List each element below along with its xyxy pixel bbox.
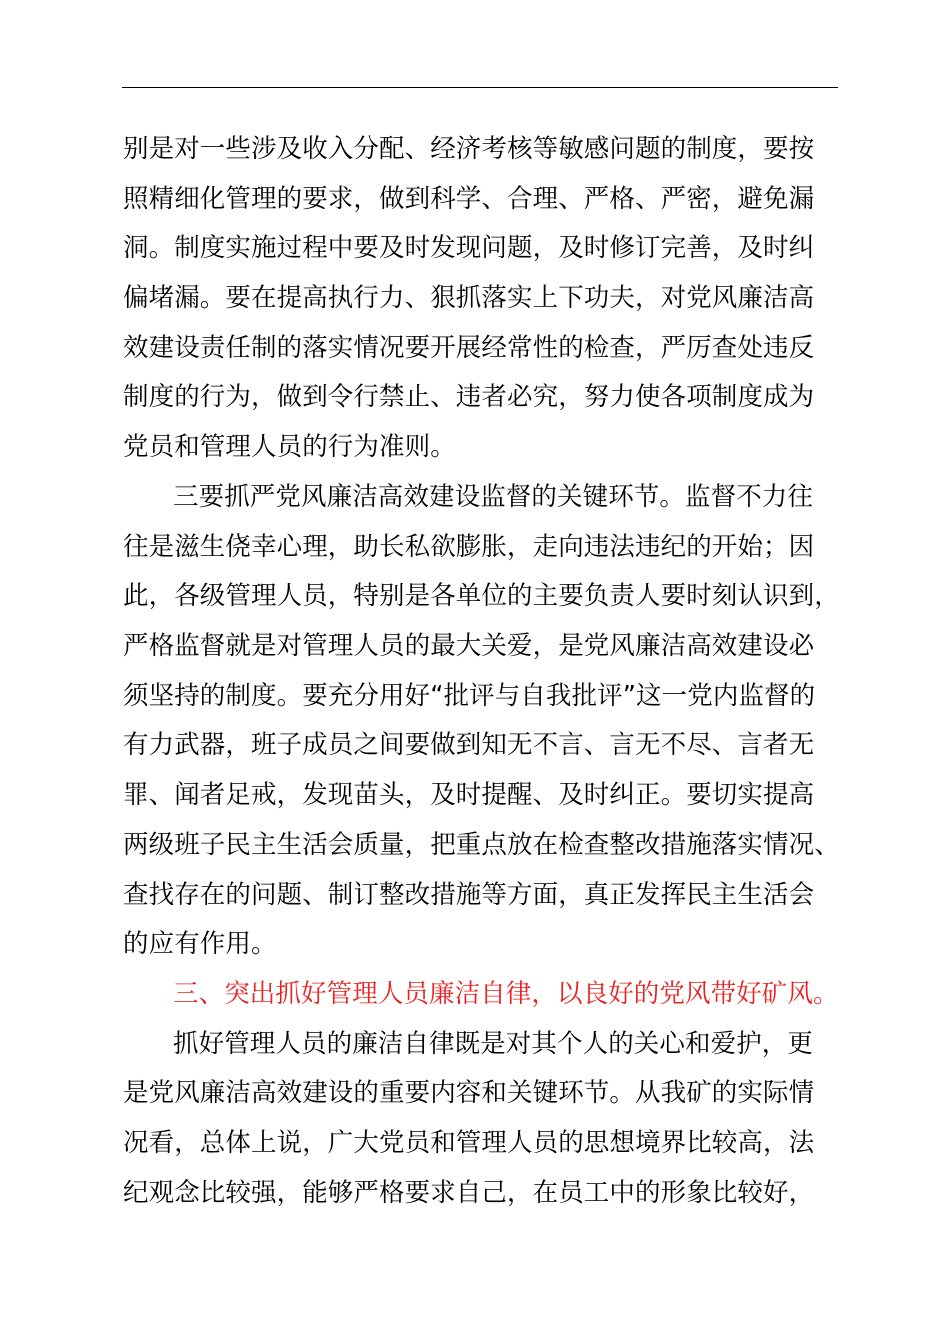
text-line: 纪观念比较强，能够严格要求自己，在员工中的形象比较好， [123,1178,815,1208]
text-line: 况看，总体上说，广大党员和管理人员的思想境界比较高，法 [123,1128,815,1158]
text-line: 照精细化管理的要求，做到科学、合理、严格、严密，避免漏 [123,184,815,214]
text-line: 效建设责任制的落实情况要开展经常性的检查，严厉查处违反 [123,333,815,363]
text-line: 是党风廉洁高效建设的重要内容和关键环节。从我矿的实际情 [123,1078,815,1108]
text-line: 偏堵漏。要在提高执行力、狠抓落实上下功夫，对党风廉洁高 [123,283,815,313]
text-line: 严格监督就是对管理人员的最大关爱，是党风廉洁高效建设必 [123,631,815,661]
text-line: 两级班子民主生活会质量，把重点放在检查整改措施落实情况、 [123,830,840,860]
text-line: 的应有作用。 [123,929,277,959]
text-line: 制度的行为，做到令行禁止、违者必究，努力使各项制度成为 [123,382,815,412]
paragraph-start-line: 三要抓严党风廉洁高效建设监督的关键环节。监督不力往 [173,482,814,512]
text-line: 党员和管理人员的行为准则。 [123,432,456,462]
text-line: 罪、闻者足戒，发现苗头，及时提醒、及时纠正。要切实提高 [123,780,815,810]
text-line: 查找存在的问题、制订整改措施等方面，真正发挥民主生活会 [123,880,815,910]
text-line: 有力武器，班子成员之间要做到知无不言、言无不尽、言者无 [123,730,815,760]
text-line: 往是滋生侥幸心理，助长私欲膨胀，走向违法违纪的开始；因 [123,532,815,562]
text-line: 此，各级管理人员，特别是各单位的主要负责人要时刻认识到， [123,581,840,611]
text-line: 洞。制度实施过程中要及时发现问题，及时修订完善，及时纠 [123,233,815,263]
text-line: 别是对一些涉及收入分配、经济考核等敏感问题的制度，要按 [123,134,815,164]
paragraph-start-line: 抓好管理人员的廉洁自律既是对其个人的关心和爱护，更 [173,1029,814,1059]
section-heading: 三、突出抓好管理人员廉洁自律，以良好的党风带好矿风。 [173,979,839,1009]
text-line: 须坚持的制度。要充分用好“批评与自我批评”这一党内监督的 [123,681,816,711]
